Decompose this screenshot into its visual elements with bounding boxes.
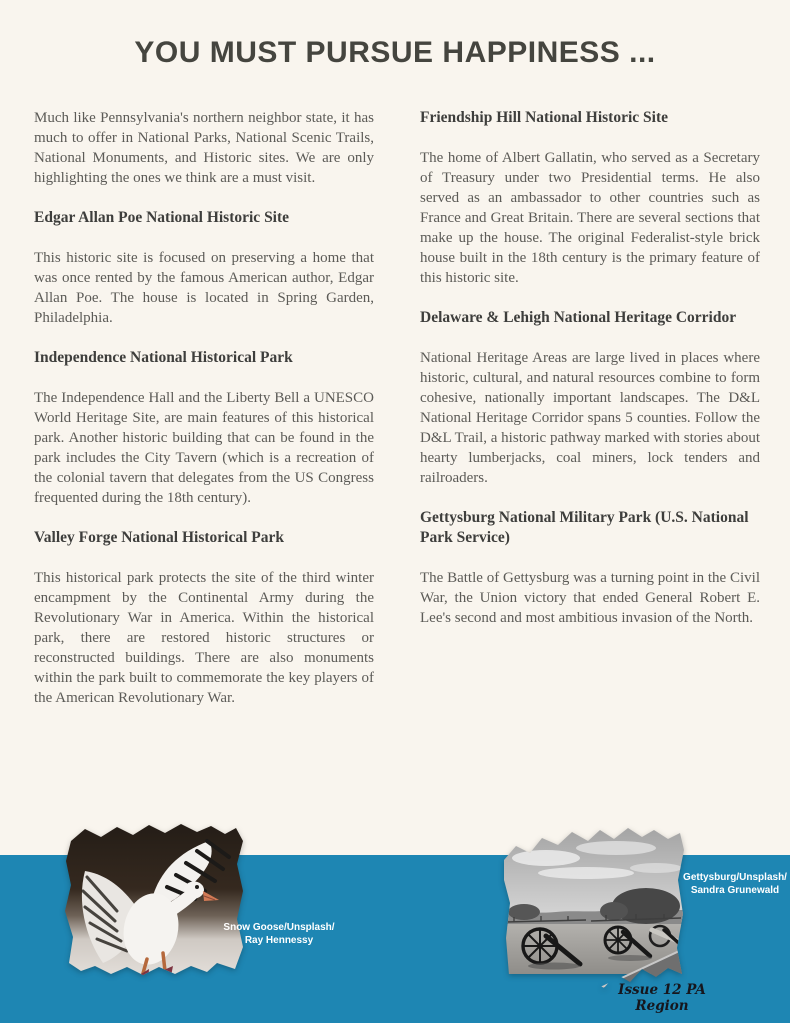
goose-photo-caption [219,921,339,947]
article-columns [34,108,760,728]
gettysburg-photo [496,818,690,1004]
left-column [34,108,374,728]
section-body-poe: This historic site is focused on preserving a home that was once rented by the famous American author, Edgar Allan Poe. The house is located in Spring Garden, Philadelphia. [34,250,374,326]
section-heading-gettysburg: Gettysburg National Military Park (U.S. National Park Service) [420,509,749,546]
gettysburg-photo-caption [675,871,790,897]
section-heading-poe: Edgar Allan Poe National Historic Site [34,209,290,226]
snow-goose-photo [57,819,252,986]
section-heading-independence: Independence National Historical Park [34,349,293,366]
section-body-delaware-lehigh: National Heritage Areas are large lived in places where historic, cultural, and natural resources combine to form cohesive, nationally important landscapes. The D&L National Heritage Corridor spans 5 counties. Follow the D&L Trail, a historic pathway marked with stories about hearty lumberjacks, coal miners, lock tenders and railroaders. [420,350,760,486]
section-body-independence: The Independence Hall and the Liberty Bell a UNESCO World Heritage Site, are main features of this historical park. Another historic building that can be found in the park includes the City Tavern (which is a recreation of the colonial tavern that delegates from the US Congress frequented during the 18th century). [34,390,374,506]
intro-paragraph: Much like Pennsylvania's northern neighbor state, it has much to offer in National Parks, National Scenic Trails, National Monuments, and Historic sites. We are only highlighting the ones we think are a must visit. [34,110,374,186]
goose-caption-line1: Snow Goose/Unsplash/ [223,922,335,933]
issue-label: Issue 12 PA Region [618,982,706,1014]
goose-caption-line2: Ray Hennessy [244,935,314,946]
section-body-friendship-hill: The home of Albert Gallatin, who served as a Secretary of Treasury under two Presidential terms. He also served as an ambassador to other countries such as France and Great Britain. There are several sections that make up the house. The original Federalist-style brick house built in the 18th century is the primary feature of this historic site. [420,150,760,286]
section-heading-friendship-hill: Friendship Hill National Historic Site [420,109,669,126]
right-column [420,108,760,728]
gettysburg-caption-line2: Sandra Grunewald [690,885,780,896]
section-heading-valley-forge: Valley Forge National Historical Park [34,529,284,546]
gettysburg-caption-line1: Gettysburg/Unsplash/ [683,872,787,883]
section-body-gettysburg: The Battle of Gettysburg was a turning point in the Civil War, the Union victory that ended General Robert E. Lee's second and most ambitious invasion of the North. [420,570,760,626]
page-title: YOU MUST PURSUE HAPPINESS ... [134,36,656,69]
section-heading-delaware-lehigh: Delaware & Lehigh National Heritage Corridor [420,309,737,326]
section-body-valley-forge: This historical park protects the site of the third winter encampment by the Continental Army during the Revolutionary War in America. Within the historical park, there are restored historic structures or reconstructed buildings. There are also monuments within the park built to commemorate the key players of the American Revolutionary War. [34,570,374,706]
